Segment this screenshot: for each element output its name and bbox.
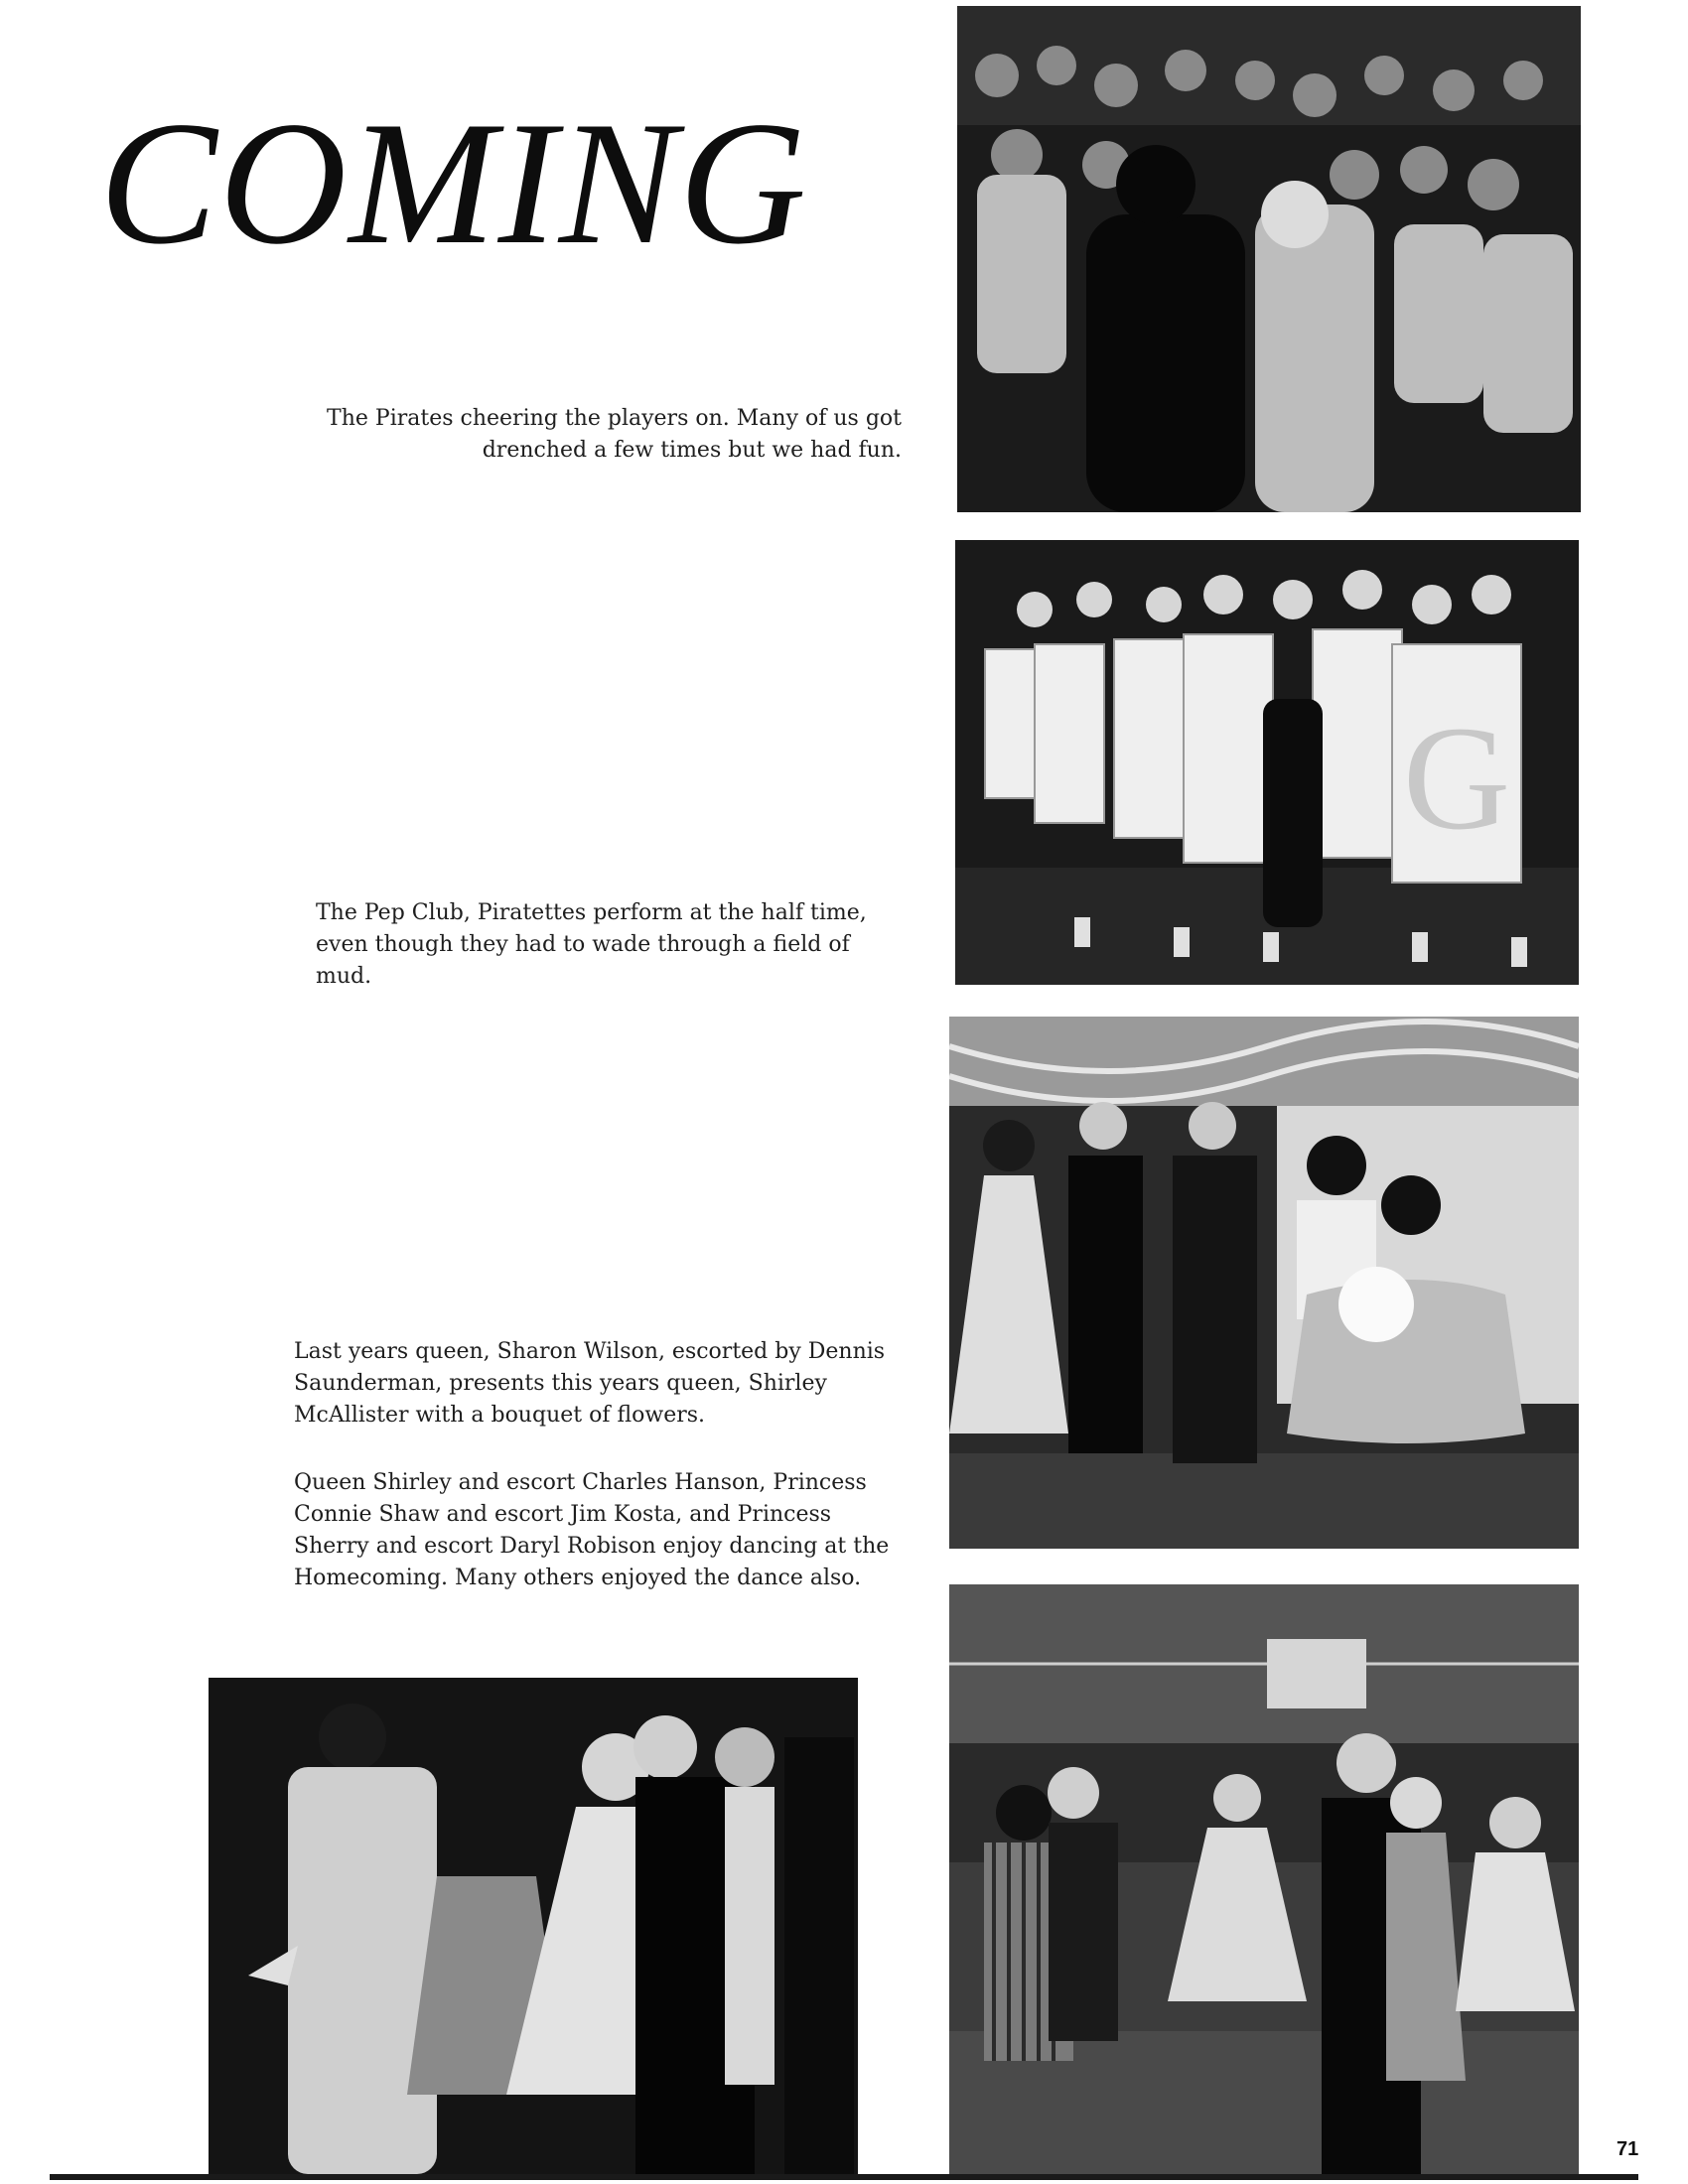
- caption-queen: Last years queen, Sharon Wilson, escorted by Dennis Saunderman, presents this years queen, Shirley McAllister with a bouquet of flowers.: [294, 1339, 886, 1428]
- caption-pep-club: The Pep Club, Piratettes perform at the half time, even though they had to wade through a field of mud.: [316, 900, 867, 989]
- photo-gym-dance: [949, 1584, 1579, 2174]
- letter-sign-text: G: [1402, 696, 1511, 861]
- bottom-rule: [50, 2174, 1638, 2180]
- dancing-illustration: [209, 1678, 858, 2174]
- caption-pirates: The Pirates cheering the players on. Many of us got drenched a few times but we had fun.: [327, 406, 902, 463]
- gym-dance-illustration: [949, 1584, 1579, 2174]
- page-title: COMING: [99, 84, 809, 281]
- pep-club-illustration: [955, 540, 1579, 985]
- photo-pep-club-letters: [955, 540, 1579, 985]
- photo-couples-dancing: [209, 1678, 858, 2174]
- page-number: 71: [1617, 2138, 1639, 2160]
- photo-crowd-bleachers: [957, 6, 1581, 512]
- crowning-illustration: [949, 1017, 1579, 1549]
- photo-queen-crowning: [949, 1017, 1579, 1549]
- crowd-illustration: [957, 6, 1581, 512]
- caption-dance: Queen Shirley and escort Charles Hanson, Princess Connie Shaw and escort Jim Kosta, and Princess Sherry and escort Daryl Robison enjoy dancing at the Homecoming. Many others enjoyed the dance also.: [294, 1470, 890, 1590]
